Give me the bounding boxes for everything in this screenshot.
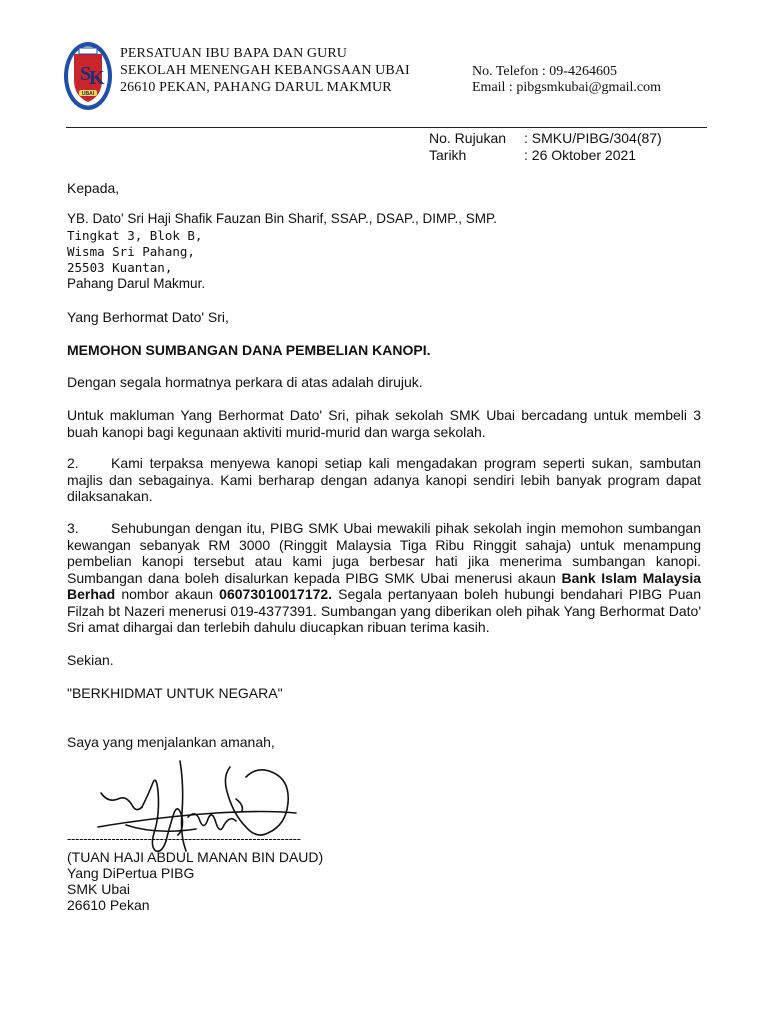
paragraph-3-number: 3. <box>67 520 79 536</box>
account-number: 06073010017172. <box>219 586 333 602</box>
phone-number: No. Telefon : 09-4264605 <box>472 64 617 79</box>
closing-sekian: Sekian. <box>67 652 114 668</box>
org-name-line-2: SEKOLAH MENENGAH KEBANGSAAN UBAI <box>120 63 410 78</box>
date-label: Tarikh <box>429 147 467 163</box>
school-crest-logo <box>62 40 114 112</box>
svg-text:S: S <box>80 63 92 85</box>
paragraph-3-text-a: Sehubungan dengan itu, PIBG SMK Ubai mewakili pihak sekolah ingin memohon sumbangan kewangan sebanyak RM 3000 (Ringgit Malaysia Tiga Ribu Ringgit sahaja) untuk menampung pembelian kanopi tersebut atau kami juga berbesar hati jika menerima sumbangan kanopi. Sumbangan dana boleh disalurkan kepada PIBG SMK Ubai menerusi akaun <box>67 520 701 586</box>
recipient-address-line-1: Tingkat 3, Blok B, <box>67 228 203 243</box>
signatory-title: Yang DiPertua PIBG <box>67 865 195 881</box>
greeting: Yang Berhormat Dato' Sri, <box>67 309 229 325</box>
subject-line: MEMOHON SUMBANGAN DANA PEMBELIAN KANOPI. <box>67 342 431 358</box>
svg-text:K: K <box>89 67 105 89</box>
recipient-address-line-4: Pahang Darul Makmur. <box>67 276 206 291</box>
recipient-address-line-2: Wisma Sri Pahang, <box>67 244 195 259</box>
paragraph-1: Untuk makluman Yang Berhormat Dato' Sri, pihak sekolah SMK Ubai bercadang untuk membeli 3 buah kanopi bagi kegunaan aktiviti murid-murid dan warga sekolah. <box>67 407 701 440</box>
motto: "BERKHIDMAT UNTUK NEGARA" <box>67 685 283 701</box>
signatory-town: 26610 Pekan <box>67 897 150 913</box>
header-divider <box>66 127 707 128</box>
recipient-name: YB. Dato' Sri Haji Shafik Fauzan Bin Sharif, SSAP., DSAP., DIMP., SMP. <box>67 211 498 226</box>
salutation-to: Kepada, <box>67 180 120 196</box>
paragraph-2-number: 2. <box>67 455 79 471</box>
crest-banner-text: UBAI <box>81 91 95 97</box>
date-value: : 26 Oktober 2021 <box>524 147 637 163</box>
signature-line: ---------------------------------------------------------- <box>67 831 301 846</box>
paragraph-intro: Dengan segala hormatnya perkara di atas adalah dirujuk. <box>67 374 423 390</box>
signatory-school: SMK Ubai <box>67 881 131 897</box>
org-name-line-1: PERSATUAN IBU BAPA DAN GURU <box>120 46 348 61</box>
ref-label: No. Rujukan <box>429 130 507 146</box>
paragraph-2-text: Kami terpaksa menyewa kanopi setiap kali mengadakan program seperti sukan, sambutan majlis dan sebagainya. Kami berharap dengan adanya kanopi sendiri lebih banyak program dapat dilaksanakan. <box>67 455 701 504</box>
bank-name: Bank Islam Malaysia Berhad <box>67 569 701 602</box>
ref-value: : SMKU/PIBG/304(87) <box>524 130 662 146</box>
org-address-line: 26610 PEKAN, PAHANG DARUL MAKMUR <box>120 80 392 95</box>
paragraph-3 <box>67 520 701 636</box>
paragraph-3-text-c: Segala pertanyaan boleh hubungi bendahari PIBG Puan Filzah bt Nazeri menerusi 019-4377391. Sumbangan yang diberikan oleh pihak Yang Berhormat Dato' Sri amat dihargai dan terlebih dahulu diucapkan ribuan terima kasih. <box>67 586 701 635</box>
email-address: Email : pibgsmkubai@gmail.com <box>472 80 662 95</box>
paragraph-2 <box>67 455 701 505</box>
closing-trust: Saya yang menjalankan amanah, <box>67 734 275 750</box>
signatory-name: (TUAN HAJI ABDUL MANAN BIN DAUD) <box>67 849 324 865</box>
paragraph-3-text-b: nombor akaun <box>115 586 220 602</box>
recipient-address-line-3: 25503 Kuantan, <box>67 260 173 275</box>
